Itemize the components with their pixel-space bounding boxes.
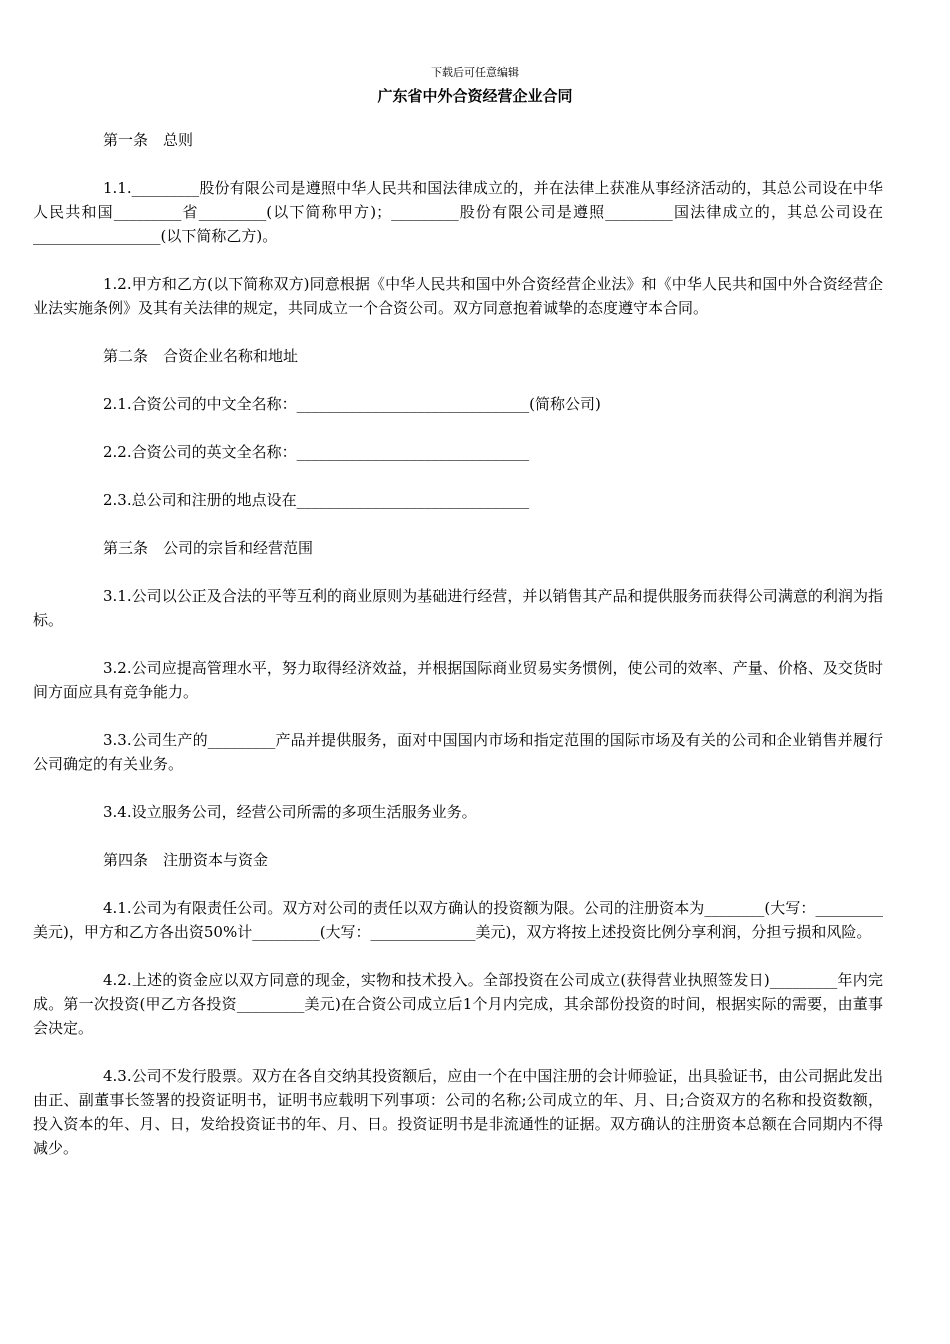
clause-2-2: 2.2.合资公司的英文全名称：_______________________________ xyxy=(103,443,530,461)
clause-2-1: 2.1.合资公司的中文全名称：_______________________________(简称公司) xyxy=(103,395,601,413)
article-heading-1: 第一条 总则 xyxy=(103,131,194,149)
clause-3-1: 3.1.公司以公正及合法的平等互利的商业原则为基础进行经营，并以销售其产品和提供服务而获得公司满意的利润为指标。 xyxy=(33,587,883,629)
article-heading-4: 第四条 注册资本与资金 xyxy=(103,851,269,869)
document-body xyxy=(33,128,883,1184)
clause-4-1: 4.1.公司为有限责任公司。双方对公司的责任以双方确认的投资额为限。公司的注册资本为________(大写：_________美元)，甲方和乙方各出资50%计_________(大写：______________美元)，双方将按上述投资比例分享利润，分担亏损和风险。 xyxy=(33,899,883,941)
article-heading-2: 第二条 合资企业名称和地址 xyxy=(103,347,299,365)
clause-1-2: 1.2.甲方和乙方(以下简称双方)同意根据《中华人民共和国中外合资经营企业法》和《中华人民共和国中外合资经营企业法实施条例》及其有关法律的规定，共同成立一个合资公司。双方同意抱着诚挚的态度遵守本合同。 xyxy=(33,275,883,317)
document-title: 广东省中外合资经营企业合同 xyxy=(377,87,573,105)
clause-3-2: 3.2.公司应提高管理水平，努力取得经济效益，并根据国际商业贸易实务惯例，使公司的效率、产量、价格、及交货时间方面应具有竞争能力。 xyxy=(33,659,883,701)
article-heading-3: 第三条 公司的宗旨和经营范围 xyxy=(103,539,314,557)
clause-4-2: 4.2.上述的资金应以双方同意的现金，实物和技术投入。全部投资在公司成立(获得营业执照签发日)_________年内完成。第一次投资(甲乙方各投资_________美元)在合资公司成立后1个月内完成，其余部份投资的时间，根据实际的需要，由董事会决定。 xyxy=(33,971,883,1037)
clause-1-1: 1.1._________股份有限公司是遵照中华人民共和国法律成立的，并在法律上获准从事经济活动的，其总公司设在中华人民共和国_________省_________(以下简称甲方)；_________股份有限公司是遵照_________国法律成立的，其总公司设在_________________(以下简称乙方)。 xyxy=(33,179,883,245)
clause-4-3: 4.3.公司不发行股票。双方在各自交纳其投资额后，应由一个在中国注册的会计师验证，出具验证书，由公司据此发出由正、副董事长签署的投资证明书，证明书应载明下列事项：公司的名称;公司成立的年、月、日;合资双方的名称和投资数额，投入资本的年、月、日，发给投资证书的年、月、日。投资证明书是非流通性的证据。双方确认的注册资本总额在合同期内不得减少。 xyxy=(33,1067,883,1157)
clause-2-3: 2.3.总公司和注册的地点设在_______________________________ xyxy=(103,491,530,509)
clause-3-4: 3.4.设立服务公司，经营公司所需的多项生活服务业务。 xyxy=(103,803,477,821)
header-note: 下载后可任意编辑 xyxy=(431,66,519,79)
clause-3-3: 3.3.公司生产的_________产品并提供服务，面对中国国内市场和指定范围的国际市场及有关的公司和企业销售并履行公司确定的有关业务。 xyxy=(33,731,883,773)
